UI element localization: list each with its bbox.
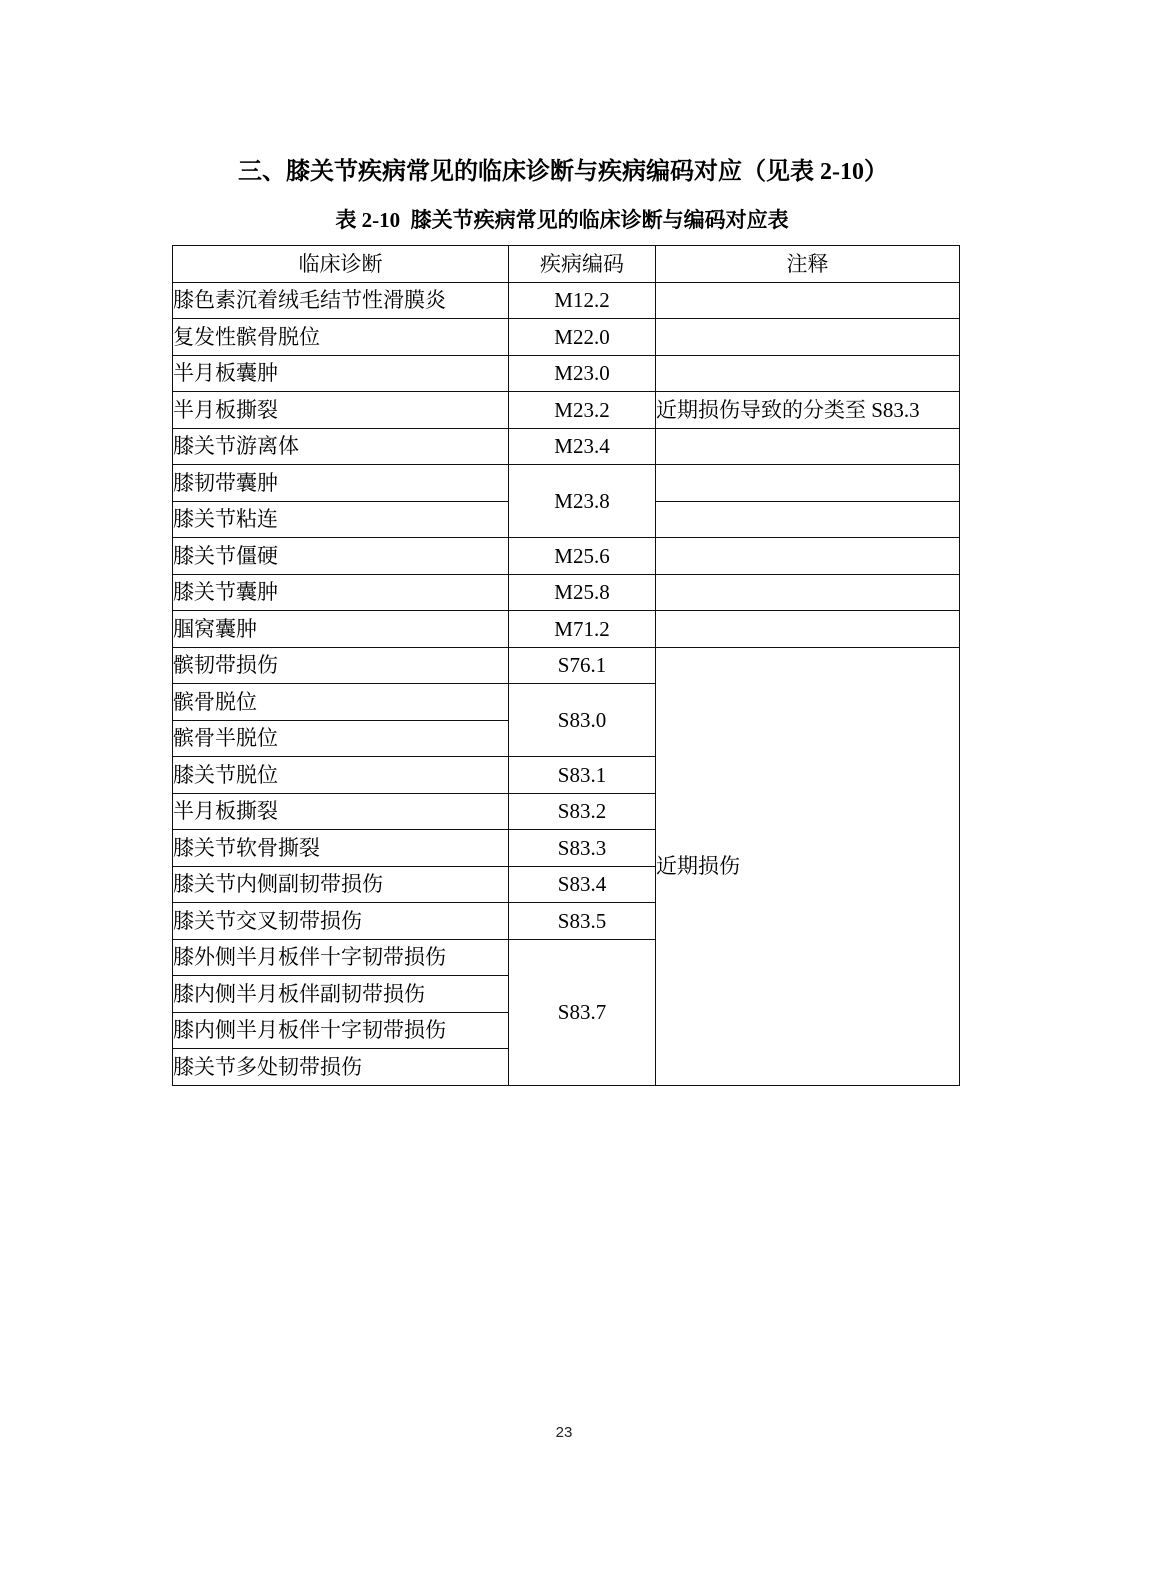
code-cell: S83.7 — [509, 939, 656, 1085]
code-cell: M23.4 — [509, 428, 656, 465]
table-row — [173, 574, 960, 611]
table-header-row — [173, 246, 960, 283]
note-cell — [656, 282, 960, 319]
code-cell: M22.0 — [509, 319, 656, 356]
code-cell: M71.2 — [509, 611, 656, 648]
code-cell: S83.0 — [509, 684, 656, 757]
code-cell: M25.6 — [509, 538, 656, 575]
table-row — [173, 538, 960, 575]
note-cell — [656, 355, 960, 392]
table-row — [173, 465, 960, 502]
diagnosis-cell: 复发性髌骨脱位 — [173, 319, 509, 356]
diagnosis-cell: 膝关节粘连 — [173, 501, 509, 538]
page-number: 23 — [555, 1424, 573, 1441]
note-cell: 近期损伤 — [656, 647, 960, 1085]
table-row — [173, 428, 960, 465]
code-cell: S83.3 — [509, 830, 656, 867]
diagnosis-cell: 膝内侧半月板伴十字韧带损伤 — [173, 1012, 509, 1049]
code-cell: S76.1 — [509, 647, 656, 684]
diagnosis-cell: 腘窝囊肿 — [173, 611, 509, 648]
code-cell: S83.5 — [509, 903, 656, 940]
code-cell: S83.1 — [509, 757, 656, 794]
code-cell: S83.2 — [509, 793, 656, 830]
table-row — [173, 355, 960, 392]
table-row — [173, 647, 960, 684]
code-cell: M12.2 — [509, 282, 656, 319]
diagnosis-cell: 膝关节囊肿 — [173, 574, 509, 611]
diagnosis-cell: 膝关节游离体 — [173, 428, 509, 465]
header-code: 疾病编码 — [509, 246, 656, 283]
note-cell: 近期损伤导致的分类至 S83.3 — [656, 392, 960, 429]
table-row — [173, 392, 960, 429]
note-cell — [656, 538, 960, 575]
diagnosis-cell: 半月板撕裂 — [173, 392, 509, 429]
code-cell: S83.4 — [509, 866, 656, 903]
note-cell — [656, 611, 960, 648]
table-row — [173, 611, 960, 648]
diagnosis-cell: 髌骨脱位 — [173, 684, 509, 721]
diagnosis-cell: 髌骨半脱位 — [173, 720, 509, 757]
diagnosis-cell: 膝关节多处韧带损伤 — [173, 1049, 509, 1086]
code-cell: M23.2 — [509, 392, 656, 429]
header-diagnosis: 临床诊断 — [173, 246, 509, 283]
diagnosis-cell: 膝关节脱位 — [173, 757, 509, 794]
diagnosis-cell: 半月板撕裂 — [173, 793, 509, 830]
diagnosis-cell: 膝关节软骨撕裂 — [173, 830, 509, 867]
diagnosis-cell: 半月板囊肿 — [173, 355, 509, 392]
diagnosis-cell: 膝色素沉着绒毛结节性滑膜炎 — [173, 282, 509, 319]
diagnosis-cell: 膝内侧半月板伴副韧带损伤 — [173, 976, 509, 1013]
code-cell: M23.0 — [509, 355, 656, 392]
note-cell — [656, 319, 960, 356]
diagnosis-cell: 髌韧带损伤 — [173, 647, 509, 684]
table-row — [173, 319, 960, 356]
note-cell — [656, 501, 960, 538]
note-cell — [656, 465, 960, 502]
code-cell: M23.8 — [509, 465, 656, 538]
table-caption: 表 2-10 膝关节疾病常见的临床诊断与编码对应表 — [335, 208, 789, 232]
diagnosis-code-table — [172, 245, 960, 1086]
diagnosis-cell: 膝韧带囊肿 — [173, 465, 509, 502]
diagnosis-cell: 膝外侧半月板伴十字韧带损伤 — [173, 939, 509, 976]
diagnosis-cell: 膝关节僵硬 — [173, 538, 509, 575]
note-cell — [656, 428, 960, 465]
table-row — [173, 282, 960, 319]
diagnosis-cell: 膝关节内侧副韧带损伤 — [173, 866, 509, 903]
section-heading: 三、膝关节疾病常见的临床诊断与疾病编码对应（见表 2-10） — [238, 159, 888, 185]
header-note: 注释 — [656, 246, 960, 283]
code-cell: M25.8 — [509, 574, 656, 611]
diagnosis-cell: 膝关节交叉韧带损伤 — [173, 903, 509, 940]
note-cell — [656, 574, 960, 611]
